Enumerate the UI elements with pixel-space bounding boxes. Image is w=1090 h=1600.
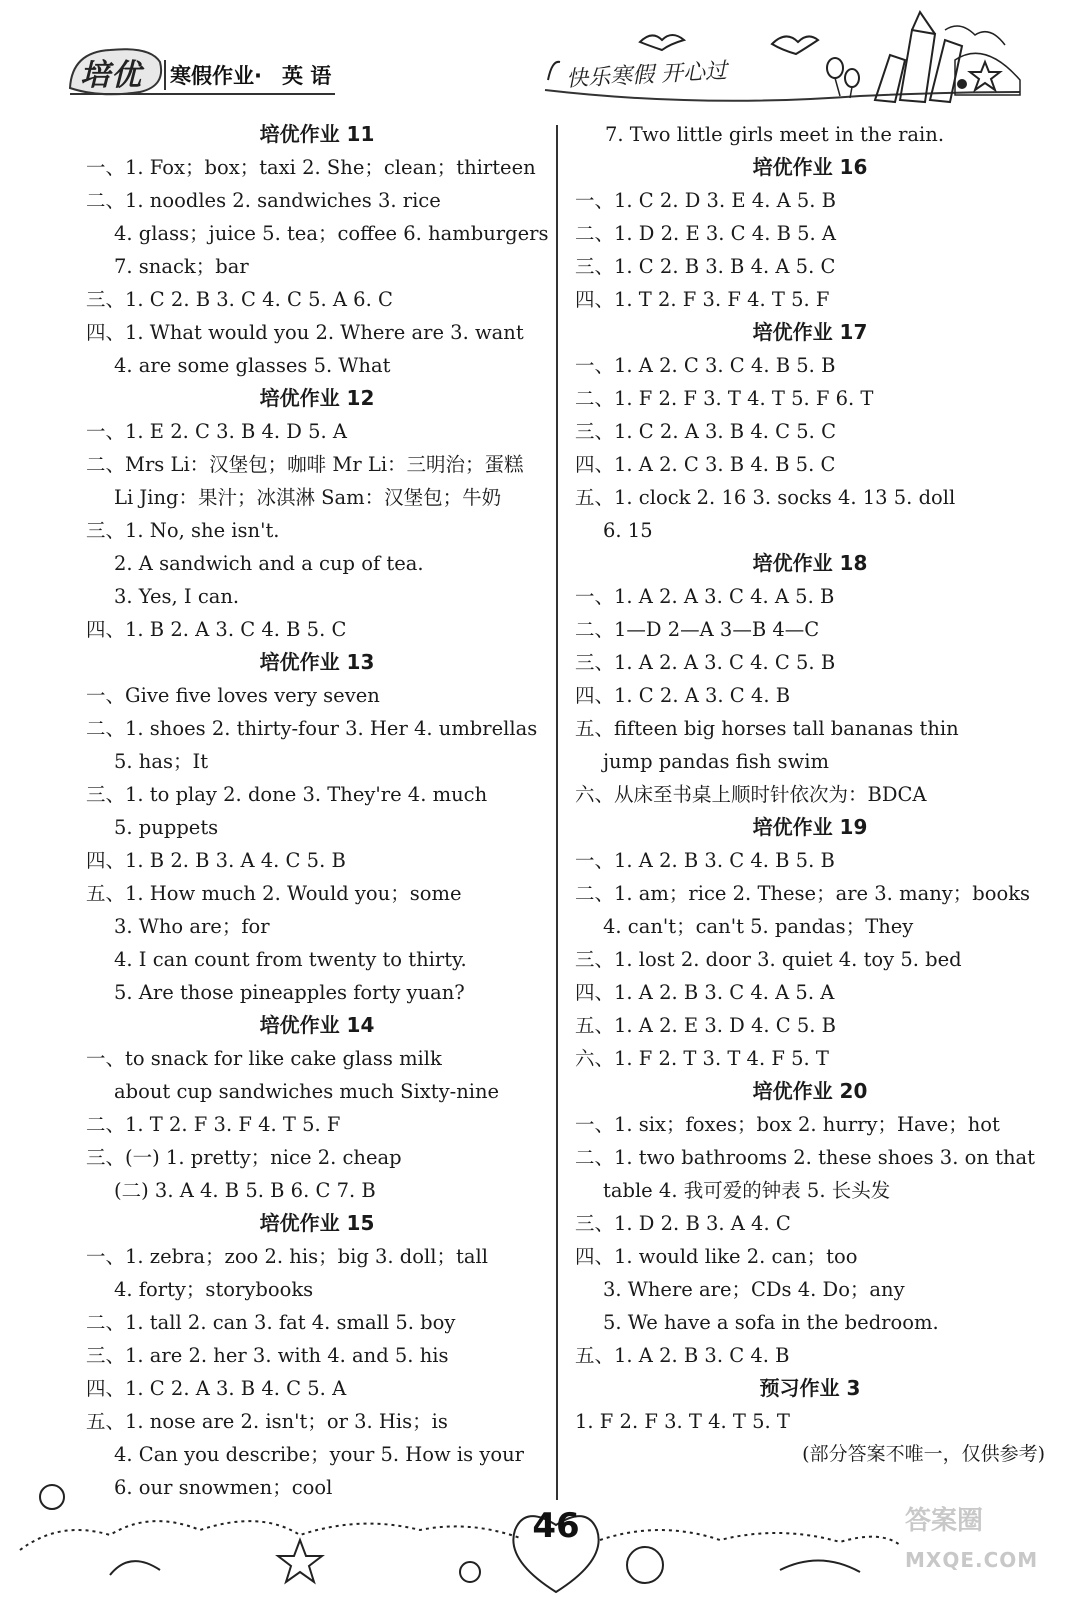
column-divider <box>556 125 558 1500</box>
answer-line: 四、1. C 2. A 3. C 4. B <box>575 684 791 707</box>
answer-line: 二、Mrs Li：汉堡包；咖啡 Mr Li：三明治；蛋糕 <box>86 453 524 476</box>
footnote: (部分答案不唯一，仅供参考) <box>802 1443 1045 1465</box>
answer-line: Li Jing：果汁；冰淇淋 Sam：汉堡包；牛奶 <box>114 486 502 509</box>
answer-line: 一、1. A 2. C 3. C 4. B 5. B <box>575 354 836 377</box>
answer-line: 一、1. zebra；zoo 2. his；big 3. doll；tall <box>86 1245 488 1268</box>
section-title: 培优作业 16 <box>752 155 868 179</box>
header-slogan: 快乐寒假 开心过 <box>565 58 728 93</box>
watermark-url: MXQE.COM <box>905 1548 1039 1572</box>
answer-line: 三、1. C 2. B 3. B 4. A 5. C <box>575 255 836 278</box>
answer-line: 六、1. F 2. T 3. T 4. F 5. T <box>575 1047 829 1070</box>
answer-line: 一、1. A 2. B 3. C 4. B 5. B <box>575 849 835 872</box>
answer-line: 5. Are those pineapples forty yuan? <box>114 981 465 1004</box>
answer-line: 4. forty；storybooks <box>114 1278 314 1301</box>
answer-line: 2. A sandwich and a cup of tea. <box>114 552 424 575</box>
answer-line: 六、从床至书桌上顺时针依次为：BDCA <box>575 783 927 806</box>
answer-line: 四、1. would like 2. can；too <box>575 1245 858 1268</box>
answer-line: 二、1—D 2—A 3—B 4—C <box>575 618 820 641</box>
answer-line: 3. Where are；CDs 4. Do；any <box>603 1278 905 1301</box>
subject-title: 英 语 <box>282 64 332 88</box>
answer-line: 6. 15 <box>603 519 653 542</box>
star-icon <box>278 1540 322 1582</box>
answer-line: 1. F 2. F 3. T 4. T 5. T <box>575 1410 790 1433</box>
answer-line: table 4. 我可爱的钟表 5. 长头发 <box>603 1179 891 1202</box>
answer-line: 7. snack；bar <box>114 255 249 278</box>
answer-line: 三、1. A 2. A 3. C 4. C 5. B <box>575 651 836 674</box>
answer-line: 三、1. D 2. B 3. A 4. C <box>575 1212 791 1235</box>
answer-line: 6. our snowmen；cool <box>114 1476 333 1499</box>
logo-text: 培优 <box>80 58 142 93</box>
answer-line: 一、1. Fox；box；taxi 2. She；clean；thirteen <box>86 156 536 179</box>
answer-line: 7. Two little girls meet in the rain. <box>605 123 945 146</box>
bird-icon <box>772 36 818 54</box>
answer-line: 一、to snack for like cake glass milk <box>86 1047 442 1070</box>
answer-line: 五、1. clock 2. 16 3. socks 4. 13 5. doll <box>575 486 956 509</box>
right-column <box>575 118 1045 1471</box>
answer-line: 4. are some glasses 5. What <box>114 354 391 377</box>
circle-icon <box>627 1547 663 1583</box>
section-title: 培优作业 14 <box>259 1013 375 1037</box>
answer-line: 5. puppets <box>114 816 219 839</box>
answer-line: 二、1. tall 2. can 3. fat 4. small 5. boy <box>86 1311 456 1334</box>
answer-line: 4. can't；can't 5. pandas；They <box>603 915 914 938</box>
series-title: 寒假作业· <box>170 64 262 88</box>
star-icon <box>970 62 1000 90</box>
section-title: 培优作业 20 <box>752 1079 868 1103</box>
answer-line: 四、1. T 2. F 3. F 4. T 5. F <box>575 288 830 311</box>
circle-icon <box>460 1562 480 1582</box>
answer-line: 三、1. are 2. her 3. with 4. and 5. his <box>86 1344 449 1367</box>
answer-line: 四、1. B 2. B 3. A 4. C 5. B <box>86 849 346 872</box>
answer-line: 5. has；It <box>114 750 209 773</box>
page-header <box>0 0 1090 115</box>
answer-line: 三、1. lost 2. door 3. quiet 4. toy 5. bed <box>575 948 962 971</box>
answer-line: 四、1. A 2. B 3. C 4. A 5. A <box>575 981 835 1004</box>
answer-line: about cup sandwiches much Sixty-nine <box>114 1080 500 1103</box>
answer-line: 五、1. A 2. B 3. C 4. B <box>575 1344 790 1367</box>
section-title: 培优作业 12 <box>259 386 375 410</box>
answer-line: 三、1. to play 2. done 3. They're 4. much <box>86 783 488 806</box>
answer-line: 一、1. six；foxes；box 2. hurry；Have；hot <box>575 1113 1000 1136</box>
header-decoration <box>0 0 1090 115</box>
section-title: 培优作业 18 <box>752 551 868 575</box>
answer-line: 二、1. F 2. F 3. T 4. T 5. F 6. T <box>575 387 874 410</box>
swoosh-line-icon <box>545 90 1020 101</box>
answer-line: 4. glass；juice 5. tea；coffee 6. hamburgers <box>114 222 549 245</box>
answer-line: 四、1. What would you 2. Where are 3. want <box>86 321 524 344</box>
answer-line: 四、1. C 2. A 3. B 4. C 5. A <box>86 1377 347 1400</box>
crayon-icon <box>900 30 935 102</box>
answer-line: 五、fifteen big horses tall bananas thin <box>575 717 959 740</box>
answer-line: 一、1. E 2. C 3. B 4. D 5. A <box>86 420 348 443</box>
answer-line: 三、1. C 2. B 3. C 4. C 5. A 6. C <box>86 288 393 311</box>
answer-line: 3. Who are；for <box>114 915 270 938</box>
answer-line: 二、1. shoes 2. thirty-four 3. Her 4. umbrellas <box>86 717 538 740</box>
section-title: 培优作业 17 <box>752 320 868 344</box>
answer-line: jump pandas fish swim <box>603 750 829 773</box>
answer-line: 二、1. D 2. E 3. C 4. B 5. A <box>575 222 837 245</box>
dot-icon <box>957 79 967 89</box>
answer-line: 二、1. two bathrooms 2. these shoes 3. on that <box>575 1146 1035 1169</box>
answer-line: 五、1. How much 2. Would you；some <box>86 882 462 905</box>
answer-line: 3. Yes, I can. <box>114 585 240 608</box>
bird-icon <box>640 35 684 50</box>
answer-line: 三、1. C 2. A 3. B 4. C 5. C <box>575 420 836 443</box>
answer-line: 五、1. A 2. E 3. D 4. C 5. B <box>575 1014 837 1037</box>
answer-line: 二、1. am；rice 2. These；are 3. many；books <box>575 882 1031 905</box>
answer-line: 一、Give five loves very seven <box>86 684 380 707</box>
answer-line: 4. Can you describe；your 5. How is your <box>114 1443 525 1466</box>
watermark-text: 答案圈 <box>905 1506 984 1536</box>
circle-icon <box>40 1485 64 1509</box>
section-title: 培优作业 19 <box>752 815 868 839</box>
answer-line: 三、(一) 1. pretty；nice 2. cheap <box>86 1146 402 1169</box>
answer-line: 二、1. T 2. F 3. F 4. T 5. F <box>86 1113 341 1136</box>
page-number: 46 <box>532 1506 580 1546</box>
left-column <box>86 118 548 1504</box>
section-title: 培优作业 13 <box>259 650 375 674</box>
answer-line: (二) 3. A 4. B 5. B 6. C 7. B <box>114 1179 376 1202</box>
answer-line: 三、1. No, she isn't. <box>86 519 280 542</box>
answer-line: 五、1. nose are 2. isn't；or 3. His；is <box>86 1410 448 1433</box>
answer-line: 4. I can count from twenty to thirty. <box>114 948 467 971</box>
answer-line: 四、1. B 2. A 3. C 4. B 5. C <box>86 618 347 641</box>
answer-line: 一、1. C 2. D 3. E 4. A 5. B <box>575 189 837 212</box>
balloon-icon <box>827 58 843 78</box>
answer-line: 四、1. A 2. C 3. B 4. B 5. C <box>575 453 836 476</box>
section-title: 预习作业 3 <box>759 1376 861 1400</box>
section-title: 培优作业 15 <box>259 1211 375 1235</box>
answer-line: 二、1. noodles 2. sandwiches 3. rice <box>86 189 441 212</box>
section-title: 培优作业 11 <box>259 122 375 146</box>
answer-line: 5. We have a sofa in the bedroom. <box>603 1311 939 1334</box>
answer-line: 一、1. A 2. A 3. C 4. A 5. B <box>575 585 835 608</box>
